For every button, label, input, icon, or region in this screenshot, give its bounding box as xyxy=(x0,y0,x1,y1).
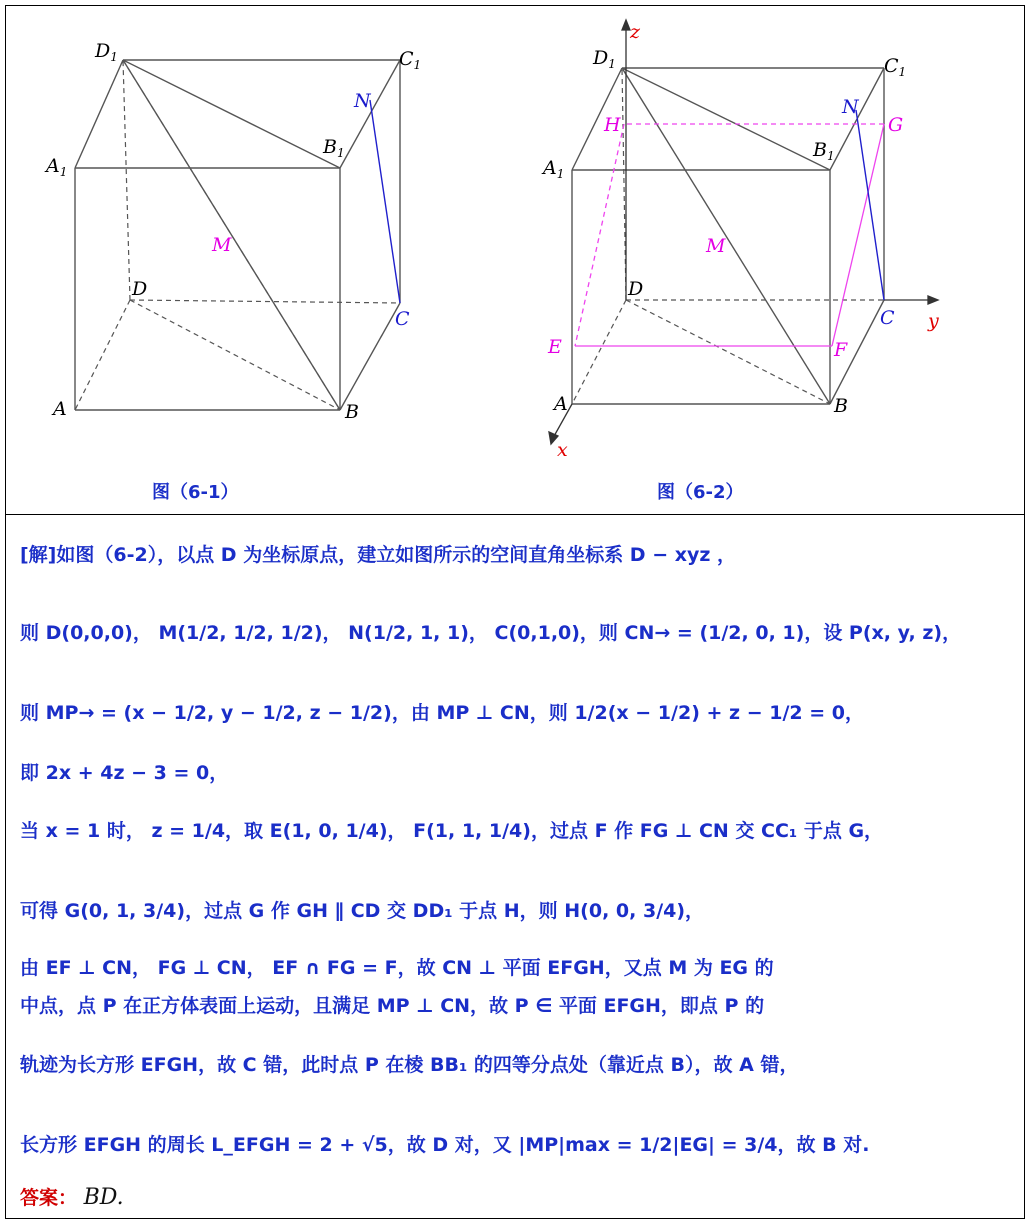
label-C: C xyxy=(395,308,410,330)
section-divider xyxy=(5,514,1025,515)
label-y-axis: y xyxy=(928,310,939,332)
caption-6-2: 图（6-2） xyxy=(657,482,744,503)
label-B1: $B_1$ xyxy=(813,139,835,163)
label-B1: $B_1$ xyxy=(323,136,345,160)
label-x-axis: x xyxy=(557,439,568,461)
solution-line-4: 即 2x + 4z − 3 = 0， xyxy=(20,762,229,784)
label-M: M xyxy=(212,234,232,256)
solution-line-10: 长方形 EFGH 的周长 L_EFGH = 2 + √5，故 D 对，又 |MP|max = 1/2|EG| = 3/4，故 B 对. xyxy=(20,1134,870,1156)
solution-line-9: 轨迹为长方形 EFGH，故 C 错，此时点 P 在棱 BB₁ 的四等分点处（靠近点 B），故 A 错， xyxy=(20,1054,799,1076)
label-B: B xyxy=(834,395,848,417)
label-D: D xyxy=(628,278,644,300)
label-C: C xyxy=(880,307,895,329)
solution-line-7: 由 EF ⊥ CN， FG ⊥ CN， EF ∩ FG = F，故 CN ⊥ 平面 EFGH，又点 M 为 EG 的 xyxy=(20,957,774,979)
caption-6-1: 图（6-1） xyxy=(152,482,239,503)
label-D: D xyxy=(132,278,148,300)
label-D1: $D_1$ xyxy=(95,40,118,64)
label-A1: $A_1$ xyxy=(46,155,68,179)
label-C1: $C_1$ xyxy=(884,55,907,79)
answer-line xyxy=(20,1183,124,1210)
label-z-axis: z xyxy=(630,21,641,43)
label-D1: $D_1$ xyxy=(593,47,616,71)
solution-line-8: 中点，点 P 在正方体表面上运动，且满足 MP ⊥ CN，故 P ∈ 平面 EFGH，即点 P 的 xyxy=(20,995,765,1017)
label-C1: $C_1$ xyxy=(399,48,422,72)
label-N: N xyxy=(354,90,371,112)
cube-figure-6-1 xyxy=(44,40,421,503)
label-G: G xyxy=(888,114,904,136)
figures-area xyxy=(0,0,1030,514)
solution-line-2: 则 D(0,0,0)， M(1/2, 1/2, 1/2)， N(1/2, 1, 1)， C(0,1,0)，则 CN→ = (1/2, 0, 1)，设 P(x, y, z)， xyxy=(20,622,962,644)
solution-line-5: 当 x = 1 时， z = 1/4，取 E(1, 0, 1/4)， F(1, 1, 1/4)，过点 F 作 FG ⊥ CN 交 CC₁ 于点 G， xyxy=(20,820,884,842)
answer-value: BD. xyxy=(83,1185,124,1210)
label-H: H xyxy=(604,114,621,136)
solution-line-1: [解]如图（6-2），以点 D 为坐标原点，建立如图所示的空间直角坐标系 D − xyz ， xyxy=(20,544,737,566)
solution-line-3: 则 MP→ = (x − 1/2, y − 1/2, z − 1/2)，由 MP ⊥ CN，则 1/2(x − 1/2) + z − 1/2 = 0， xyxy=(20,702,864,724)
label-M: M xyxy=(706,235,726,257)
label-A1: $A_1$ xyxy=(543,157,565,181)
label-A: A xyxy=(554,393,568,415)
label-E: E xyxy=(548,336,562,358)
answer-label: 答案： xyxy=(20,1187,78,1209)
cube-figure-6-2 xyxy=(541,20,939,503)
label-A: A xyxy=(53,398,67,420)
label-N: N xyxy=(842,96,859,118)
solution-line-6: 可得 G(0, 1, 3/4)，过点 G 作 GH ∥ CD 交 DD₁ 于点 H，则 H(0, 0, 3/4)， xyxy=(20,900,705,922)
label-F: F xyxy=(834,339,848,361)
label-B: B xyxy=(345,401,359,423)
